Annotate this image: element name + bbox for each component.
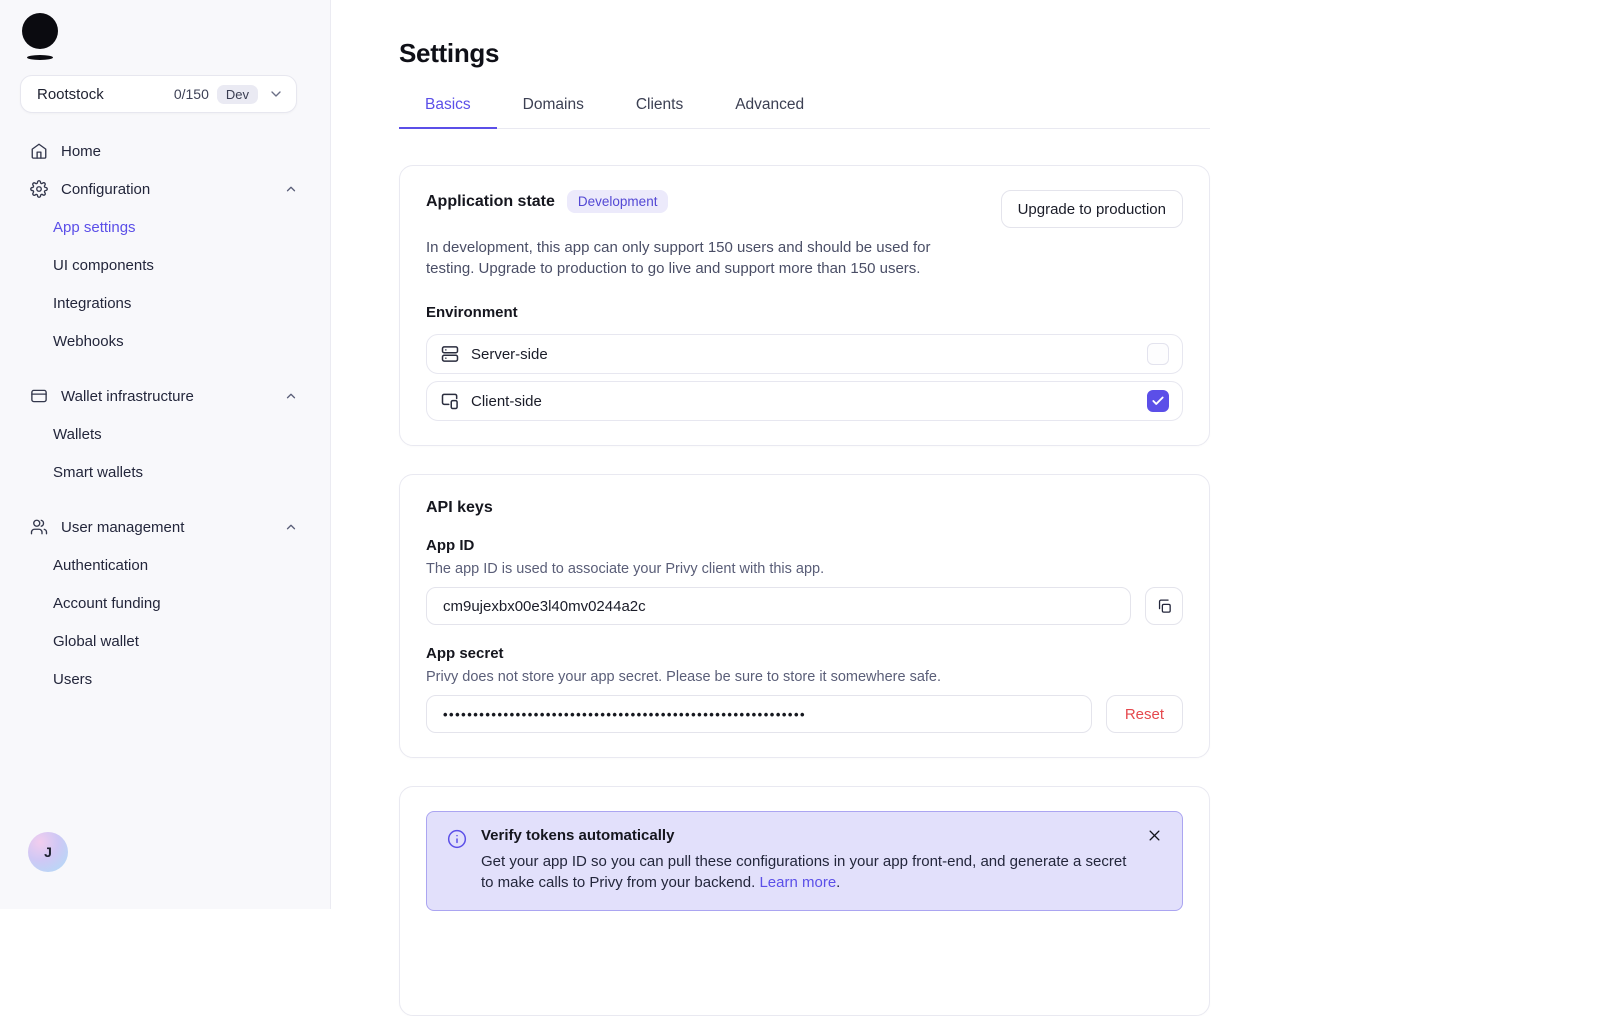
gear-icon bbox=[30, 180, 48, 198]
sidebar-item-users[interactable]: Users bbox=[53, 670, 93, 688]
upgrade-to-production-button[interactable]: Upgrade to production bbox=[1001, 190, 1183, 228]
client-side-option[interactable] bbox=[426, 381, 1183, 421]
app-name: Rootstock bbox=[37, 85, 104, 103]
verify-tokens-banner bbox=[426, 811, 1183, 911]
user-avatar[interactable]: J bbox=[28, 832, 68, 872]
sidebar-section-wallet-infrastructure[interactable] bbox=[0, 377, 330, 415]
banner-title: Verify tokens automatically bbox=[481, 827, 675, 844]
sidebar-section-label: User management bbox=[61, 518, 185, 536]
privy-logo-icon bbox=[22, 13, 58, 65]
app-secret-input[interactable]: •••••••••••••••••••••••••••••••••••••••••••••••••••••••••••• bbox=[426, 695, 1092, 733]
server-side-label: Server-side bbox=[471, 345, 548, 363]
sidebar-section-label: Configuration bbox=[61, 180, 151, 198]
learn-more-link[interactable]: Learn more bbox=[759, 874, 837, 891]
copy-icon bbox=[1156, 598, 1173, 615]
application-state-title: Application state bbox=[426, 192, 555, 210]
app-secret-description: Privy does not store your app secret. Please be sure to store it somewhere safe. bbox=[426, 669, 942, 685]
tab-domains[interactable]: Domains bbox=[522, 96, 584, 113]
client-side-checkbox[interactable] bbox=[1147, 390, 1169, 412]
banner-description-suffix: . bbox=[836, 874, 841, 891]
chevron-down-icon bbox=[268, 86, 284, 102]
sidebar-item-label: Home bbox=[61, 142, 102, 160]
sidebar-section-configuration[interactable] bbox=[0, 170, 330, 208]
page-title: Settings bbox=[399, 38, 500, 68]
app-selector[interactable] bbox=[20, 75, 297, 113]
users-icon bbox=[30, 518, 48, 536]
sidebar-item-wallets[interactable]: Wallets bbox=[53, 425, 102, 443]
sidebar-item-authentication[interactable]: Authentication bbox=[53, 556, 149, 574]
sidebar-section-label: Wallet infrastructure bbox=[61, 387, 194, 405]
sidebar-item-global-wallet[interactable]: Global wallet bbox=[53, 632, 139, 650]
sidebar-item-webhooks[interactable]: Webhooks bbox=[53, 332, 124, 350]
sidebar-nav bbox=[0, 132, 330, 698]
info-icon bbox=[447, 829, 467, 849]
sidebar-item-home[interactable] bbox=[0, 132, 330, 170]
application-state-card bbox=[399, 165, 1210, 446]
sidebar-item-account-funding[interactable]: Account funding bbox=[53, 594, 161, 612]
app-user-quota: 0/150 bbox=[173, 86, 209, 102]
chevron-up-icon bbox=[284, 520, 298, 534]
copy-app-id-button[interactable] bbox=[1145, 587, 1183, 625]
app-id-description: The app ID is used to associate your Privy client with this app. bbox=[426, 561, 825, 577]
reset-secret-button[interactable]: Reset bbox=[1106, 695, 1183, 733]
environment-label: Environment bbox=[426, 304, 518, 321]
wallet-icon bbox=[30, 387, 48, 405]
sidebar bbox=[0, 0, 331, 909]
sidebar-item-ui-components[interactable]: UI components bbox=[53, 256, 154, 274]
app-id-label: App ID bbox=[426, 537, 475, 554]
home-icon bbox=[30, 142, 48, 160]
application-state-description: In development, this app can only support 150 users and should be used for testing. Upgrade to production to go live and support more than 150 users. bbox=[426, 239, 931, 277]
api-keys-title: API keys bbox=[426, 499, 493, 516]
api-keys-card bbox=[399, 474, 1210, 758]
sidebar-item-app-settings[interactable]: App settings bbox=[53, 218, 136, 236]
server-side-checkbox[interactable] bbox=[1147, 343, 1169, 365]
chevron-up-icon bbox=[284, 182, 298, 196]
tab-basics[interactable]: Basics bbox=[399, 96, 497, 129]
app-secret-label: App secret bbox=[426, 645, 504, 662]
sidebar-item-smart-wallets[interactable]: Smart wallets bbox=[53, 463, 144, 481]
close-icon bbox=[1147, 828, 1162, 843]
main-panel bbox=[331, 0, 1600, 909]
server-icon bbox=[440, 344, 460, 364]
app-env-badge: Dev bbox=[217, 85, 258, 104]
devices-icon bbox=[440, 391, 460, 411]
tab-clients[interactable]: Clients bbox=[635, 96, 684, 113]
settings-tabs bbox=[399, 96, 1210, 129]
app-id-input[interactable]: cm9ujexbx00e3l40mv0244a2c bbox=[426, 587, 1131, 625]
close-banner-button[interactable] bbox=[1147, 828, 1162, 843]
banner-description-text: Get your app ID so you can pull these configurations in your app front-end, and generate a secret to make calls to Privy from your backend. bbox=[481, 853, 1127, 891]
server-side-option[interactable] bbox=[426, 334, 1183, 374]
tab-advanced[interactable]: Advanced bbox=[735, 96, 805, 113]
banner-description bbox=[481, 851, 1135, 893]
sidebar-section-user-management[interactable] bbox=[0, 508, 330, 546]
chevron-up-icon bbox=[284, 389, 298, 403]
client-side-label: Client-side bbox=[471, 392, 542, 410]
tokens-card bbox=[399, 786, 1210, 1016]
sidebar-item-integrations[interactable]: Integrations bbox=[53, 294, 132, 312]
development-badge: Development bbox=[567, 190, 669, 213]
